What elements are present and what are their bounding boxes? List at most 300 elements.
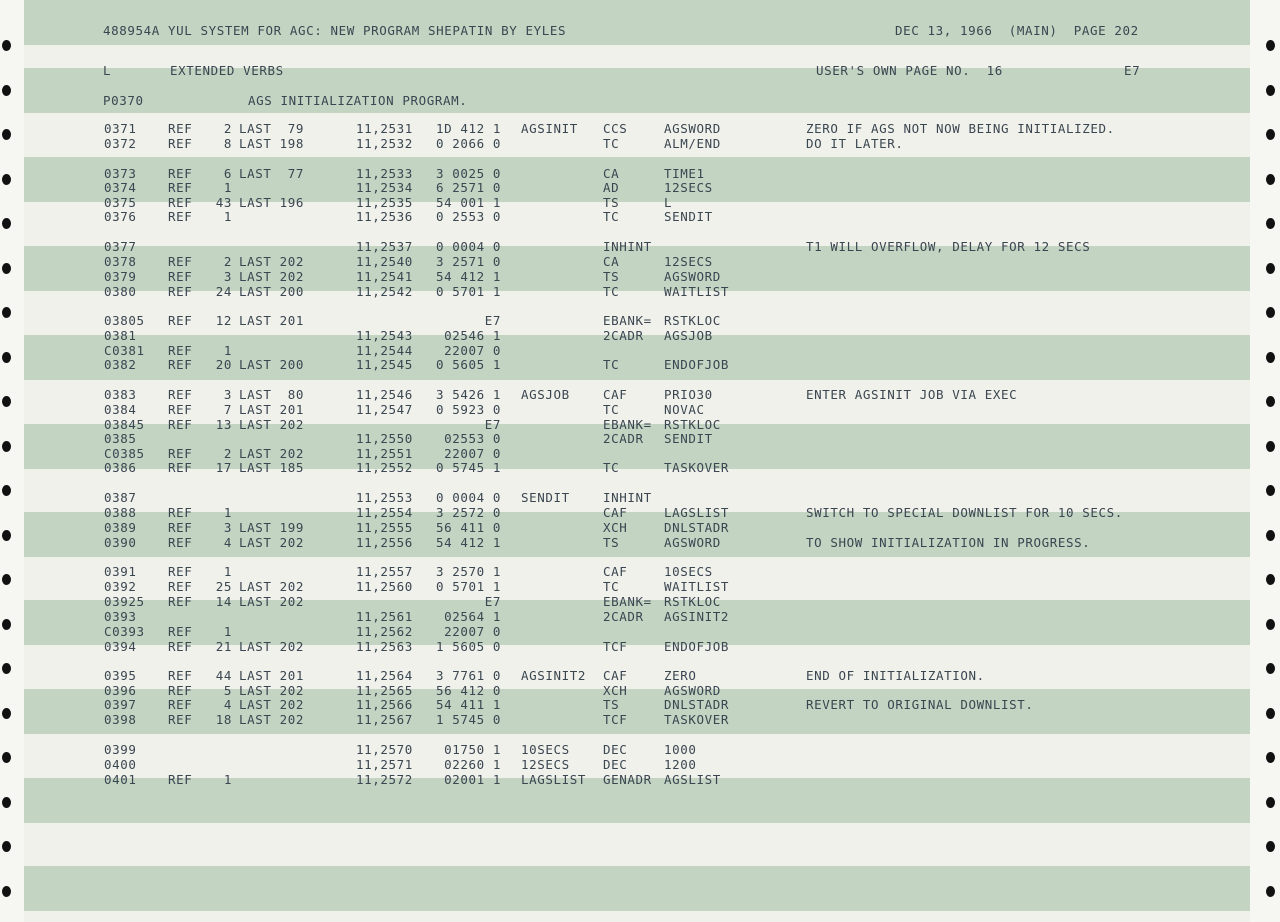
octal-word: 0 5745 1 bbox=[435, 460, 501, 475]
address: 11,2557 bbox=[356, 564, 413, 579]
line-number: 0385 bbox=[104, 431, 137, 446]
tractor-hole bbox=[1266, 752, 1275, 763]
opcode: TC bbox=[603, 209, 620, 224]
octal-word: 0 2066 0 bbox=[435, 136, 501, 151]
ref-count: 18 bbox=[215, 712, 232, 727]
right-tractor-margin bbox=[1250, 0, 1280, 922]
address: 11,2545 bbox=[356, 357, 413, 372]
operand: TASKOVER bbox=[664, 712, 730, 727]
operand: TIME1 bbox=[664, 166, 705, 181]
last-ref: LAST 198 bbox=[239, 136, 305, 151]
opcode: TC bbox=[603, 136, 620, 151]
last-ref: LAST 185 bbox=[239, 460, 305, 475]
last-ref: LAST 202 bbox=[239, 712, 305, 727]
octal-word: 54 411 1 bbox=[435, 697, 501, 712]
ref-count: 1 bbox=[223, 564, 232, 579]
line-number: 03925 bbox=[104, 594, 145, 609]
octal-word: 3 2570 1 bbox=[435, 564, 501, 579]
ref-marker: REF bbox=[168, 121, 193, 136]
line-number: 0381 bbox=[104, 328, 137, 343]
section-number: P0370 bbox=[103, 93, 144, 108]
tractor-hole bbox=[2, 708, 11, 719]
ref-marker: REF bbox=[168, 460, 193, 475]
last-ref: LAST 202 bbox=[239, 579, 305, 594]
line-number: 0386 bbox=[104, 460, 137, 475]
opcode: AD bbox=[603, 180, 620, 195]
octal-word: 02546 1 bbox=[444, 328, 501, 343]
line-number: 0401 bbox=[104, 772, 137, 787]
opcode: EBANK= bbox=[603, 313, 652, 328]
last-ref: LAST 202 bbox=[239, 254, 305, 269]
opcode: XCH bbox=[603, 683, 628, 698]
line-number: 0384 bbox=[104, 402, 137, 417]
address: 11,2536 bbox=[356, 209, 413, 224]
line-number: 0400 bbox=[104, 757, 137, 772]
ref-count: 20 bbox=[215, 357, 232, 372]
octal-word: E7 bbox=[484, 313, 501, 328]
last-ref: LAST 200 bbox=[239, 357, 305, 372]
last-ref: LAST 202 bbox=[239, 697, 305, 712]
tractor-hole bbox=[1266, 841, 1275, 852]
ref-count: 1 bbox=[223, 209, 232, 224]
line-number: 0399 bbox=[104, 742, 137, 757]
address: 11,2540 bbox=[356, 254, 413, 269]
tractor-hole bbox=[2, 485, 11, 496]
ref-count: 5 bbox=[223, 683, 232, 698]
address: 11,2563 bbox=[356, 639, 413, 654]
ref-count: 1 bbox=[223, 180, 232, 195]
opcode: TS bbox=[603, 269, 620, 284]
opcode: INHINT bbox=[603, 490, 652, 505]
address: 11,2561 bbox=[356, 609, 413, 624]
tractor-hole bbox=[1266, 530, 1275, 541]
ref-marker: REF bbox=[168, 772, 193, 787]
comment: ENTER AGSINIT JOB VIA EXEC bbox=[806, 387, 1018, 402]
tractor-hole bbox=[1266, 174, 1275, 185]
octal-word: 0 0004 0 bbox=[435, 239, 501, 254]
address: 11,2542 bbox=[356, 284, 413, 299]
ref-marker: REF bbox=[168, 624, 193, 639]
line-number: C0393 bbox=[104, 624, 145, 639]
opcode: TC bbox=[603, 357, 620, 372]
bank-code: E7 bbox=[1124, 63, 1141, 78]
operand: DNLSTADR bbox=[664, 520, 730, 535]
ref-count: 2 bbox=[223, 121, 232, 136]
address: 11,2555 bbox=[356, 520, 413, 535]
tractor-hole bbox=[1266, 797, 1275, 808]
octal-word: 3 0025 0 bbox=[435, 166, 501, 181]
ref-count: 7 bbox=[223, 402, 232, 417]
tractor-hole bbox=[1266, 40, 1275, 51]
tractor-hole bbox=[2, 574, 11, 585]
symbol-label: LAGSLIST bbox=[521, 772, 587, 787]
address: 11,2532 bbox=[356, 136, 413, 151]
tractor-hole bbox=[2, 129, 11, 140]
ref-marker: REF bbox=[168, 195, 193, 210]
comment: DO IT LATER. bbox=[806, 136, 904, 151]
operand: TASKOVER bbox=[664, 460, 730, 475]
tractor-hole bbox=[2, 841, 11, 852]
symbol-label: AGSINIT bbox=[521, 121, 578, 136]
address: 11,2554 bbox=[356, 505, 413, 520]
operand: AGSWORD bbox=[664, 535, 721, 550]
octal-word: 22007 0 bbox=[444, 446, 501, 461]
tractor-hole bbox=[1266, 396, 1275, 407]
octal-word: 0 2553 0 bbox=[435, 209, 501, 224]
opcode: 2CADR bbox=[603, 431, 644, 446]
symbol-label: SENDIT bbox=[521, 490, 570, 505]
address: 11,2535 bbox=[356, 195, 413, 210]
tractor-hole bbox=[1266, 574, 1275, 585]
tractor-hole bbox=[1266, 886, 1275, 897]
octal-word: 0 5923 0 bbox=[435, 402, 501, 417]
operand: AGSJOB bbox=[664, 328, 713, 343]
tractor-hole bbox=[2, 174, 11, 185]
last-ref: LAST 202 bbox=[239, 639, 305, 654]
address: 11,2544 bbox=[356, 343, 413, 358]
line-number: 0382 bbox=[104, 357, 137, 372]
operand: RSTKLOC bbox=[664, 594, 721, 609]
opcode: CAF bbox=[603, 505, 628, 520]
last-ref: LAST 79 bbox=[239, 121, 305, 136]
address: 11,2547 bbox=[356, 402, 413, 417]
opcode: 2CADR bbox=[603, 609, 644, 624]
address: 11,2560 bbox=[356, 579, 413, 594]
tractor-hole bbox=[1266, 441, 1275, 452]
ref-marker: REF bbox=[168, 166, 193, 181]
opcode: TS bbox=[603, 195, 620, 210]
ref-marker: REF bbox=[168, 209, 193, 224]
address: 11,2564 bbox=[356, 668, 413, 683]
ref-count: 13 bbox=[215, 417, 232, 432]
address: 11,2553 bbox=[356, 490, 413, 505]
opcode: TC bbox=[603, 579, 620, 594]
line-number: 03805 bbox=[104, 313, 145, 328]
opcode: TC bbox=[603, 460, 620, 475]
tractor-hole bbox=[2, 85, 11, 96]
ref-marker: REF bbox=[168, 446, 193, 461]
operand: RSTKLOC bbox=[664, 417, 721, 432]
octal-word: 3 2571 0 bbox=[435, 254, 501, 269]
operand: ALM/END bbox=[664, 136, 721, 151]
line-number: 0392 bbox=[104, 579, 137, 594]
opcode: DEC bbox=[603, 757, 628, 772]
tractor-hole bbox=[1266, 663, 1275, 674]
symbol-label: AGSINIT2 bbox=[521, 668, 587, 683]
last-ref: LAST 202 bbox=[239, 535, 305, 550]
opcode: TC bbox=[603, 402, 620, 417]
last-ref: LAST 201 bbox=[239, 402, 305, 417]
line-number: 0375 bbox=[104, 195, 137, 210]
opcode: 2CADR bbox=[603, 328, 644, 343]
ref-count: 6 bbox=[223, 166, 232, 181]
line-number: 0380 bbox=[104, 284, 137, 299]
comment: T1 WILL OVERFLOW, DELAY FOR 12 SECS bbox=[806, 239, 1091, 254]
operand: DNLSTADR bbox=[664, 697, 730, 712]
address: 11,2537 bbox=[356, 239, 413, 254]
ref-count: 2 bbox=[223, 254, 232, 269]
octal-word: 3 2572 0 bbox=[435, 505, 501, 520]
comment: REVERT TO ORIGINAL DOWNLIST. bbox=[806, 697, 1034, 712]
tractor-hole bbox=[1266, 307, 1275, 318]
line-number: 0395 bbox=[104, 668, 137, 683]
ref-count: 24 bbox=[215, 284, 232, 299]
ref-marker: REF bbox=[168, 579, 193, 594]
octal-word: 6 2571 0 bbox=[435, 180, 501, 195]
ref-count: 44 bbox=[215, 668, 232, 683]
octal-word: 22007 0 bbox=[444, 343, 501, 358]
tractor-hole bbox=[2, 307, 11, 318]
ref-marker: REF bbox=[168, 520, 193, 535]
octal-word: E7 bbox=[484, 417, 501, 432]
page-header-right: DEC 13, 1966 (MAIN) PAGE 202 bbox=[895, 23, 1139, 38]
opcode: XCH bbox=[603, 520, 628, 535]
line-number: 0377 bbox=[104, 239, 137, 254]
ref-marker: REF bbox=[168, 387, 193, 402]
octal-word: 1 5745 0 bbox=[435, 712, 501, 727]
ref-marker: REF bbox=[168, 639, 193, 654]
address: 11,2541 bbox=[356, 269, 413, 284]
line-number: 0393 bbox=[104, 609, 137, 624]
last-ref: LAST 201 bbox=[239, 313, 305, 328]
opcode: CCS bbox=[603, 121, 628, 136]
opcode: TCF bbox=[603, 639, 628, 654]
green-band bbox=[24, 866, 1250, 911]
line-number: 0396 bbox=[104, 683, 137, 698]
last-ref: LAST 201 bbox=[239, 668, 305, 683]
octal-word: 1 5605 0 bbox=[435, 639, 501, 654]
octal-word: 54 001 1 bbox=[435, 195, 501, 210]
line-number: 0373 bbox=[104, 166, 137, 181]
opcode: TS bbox=[603, 535, 620, 550]
octal-word: E7 bbox=[484, 594, 501, 609]
line-number: 0372 bbox=[104, 136, 137, 151]
octal-word: 54 412 1 bbox=[435, 269, 501, 284]
operand: RSTKLOC bbox=[664, 313, 721, 328]
line-number: 0378 bbox=[104, 254, 137, 269]
ref-count: 4 bbox=[223, 697, 232, 712]
ref-count: 1 bbox=[223, 343, 232, 358]
tractor-hole bbox=[1266, 485, 1275, 496]
last-ref: LAST 199 bbox=[239, 520, 305, 535]
operand: AGSINIT2 bbox=[664, 609, 730, 624]
operand: 1200 bbox=[664, 757, 697, 772]
operand: WAITLIST bbox=[664, 284, 730, 299]
ref-marker: REF bbox=[168, 284, 193, 299]
address: 11,2550 bbox=[356, 431, 413, 446]
octal-word: 1D 412 1 bbox=[435, 121, 501, 136]
symbol-label: AGSJOB bbox=[521, 387, 570, 402]
tractor-hole bbox=[2, 619, 11, 630]
tractor-hole bbox=[2, 263, 11, 274]
opcode: CAF bbox=[603, 387, 628, 402]
octal-word: 02564 1 bbox=[444, 609, 501, 624]
listing-code: L bbox=[103, 63, 112, 78]
program-title: AGS INITIALIZATION PROGRAM. bbox=[248, 93, 468, 108]
address: 11,2565 bbox=[356, 683, 413, 698]
ref-count: 3 bbox=[223, 387, 232, 402]
last-ref: LAST 77 bbox=[239, 166, 305, 181]
operand: 1000 bbox=[664, 742, 697, 757]
ref-marker: REF bbox=[168, 697, 193, 712]
ref-marker: REF bbox=[168, 357, 193, 372]
operand: 12SECS bbox=[664, 180, 713, 195]
ref-count: 25 bbox=[215, 579, 232, 594]
tractor-hole bbox=[2, 530, 11, 541]
line-number: 0390 bbox=[104, 535, 137, 550]
opcode: DEC bbox=[603, 742, 628, 757]
line-number: 0391 bbox=[104, 564, 137, 579]
opcode: CAF bbox=[603, 564, 628, 579]
ref-marker: REF bbox=[168, 254, 193, 269]
tractor-hole bbox=[2, 886, 11, 897]
line-number: 0389 bbox=[104, 520, 137, 535]
ref-count: 1 bbox=[223, 505, 232, 520]
octal-word: 56 412 0 bbox=[435, 683, 501, 698]
address: 11,2571 bbox=[356, 757, 413, 772]
octal-word: 56 411 0 bbox=[435, 520, 501, 535]
octal-word: 22007 0 bbox=[444, 624, 501, 639]
last-ref: LAST 80 bbox=[239, 387, 305, 402]
octal-word: 0 5701 1 bbox=[435, 284, 501, 299]
page-header-left: 488954A YUL SYSTEM FOR AGC: NEW PROGRAM SHEPATIN BY EYLES bbox=[103, 23, 567, 38]
ref-marker: REF bbox=[168, 313, 193, 328]
opcode: CA bbox=[603, 166, 620, 181]
ref-marker: REF bbox=[168, 535, 193, 550]
line-number: 0398 bbox=[104, 712, 137, 727]
octal-word: 54 412 1 bbox=[435, 535, 501, 550]
ref-marker: REF bbox=[168, 668, 193, 683]
ref-marker: REF bbox=[168, 343, 193, 358]
last-ref: LAST 200 bbox=[239, 284, 305, 299]
opcode: TCF bbox=[603, 712, 628, 727]
tractor-hole bbox=[2, 752, 11, 763]
line-number: 0379 bbox=[104, 269, 137, 284]
tractor-hole bbox=[2, 441, 11, 452]
octal-word: 01750 1 bbox=[444, 742, 501, 757]
ref-count: 3 bbox=[223, 520, 232, 535]
line-number: 0394 bbox=[104, 639, 137, 654]
operand: NOVAC bbox=[664, 402, 705, 417]
ref-marker: REF bbox=[168, 136, 193, 151]
operand: AGSWORD bbox=[664, 269, 721, 284]
address: 11,2543 bbox=[356, 328, 413, 343]
ref-count: 2 bbox=[223, 446, 232, 461]
octal-word: 02553 0 bbox=[444, 431, 501, 446]
operand: SENDIT bbox=[664, 209, 713, 224]
address: 11,2552 bbox=[356, 460, 413, 475]
octal-word: 0 0004 0 bbox=[435, 490, 501, 505]
section-title: EXTENDED VERBS bbox=[170, 63, 284, 78]
operand: 10SECS bbox=[664, 564, 713, 579]
ref-marker: REF bbox=[168, 683, 193, 698]
tractor-hole bbox=[1266, 129, 1275, 140]
ref-marker: REF bbox=[168, 417, 193, 432]
line-number: 0388 bbox=[104, 505, 137, 520]
line-number: 0387 bbox=[104, 490, 137, 505]
tractor-hole bbox=[1266, 708, 1275, 719]
ref-marker: REF bbox=[168, 594, 193, 609]
address: 11,2562 bbox=[356, 624, 413, 639]
ref-count: 43 bbox=[215, 195, 232, 210]
tractor-hole bbox=[2, 218, 11, 229]
ref-count: 1 bbox=[223, 624, 232, 639]
operand: ENDOFJOB bbox=[664, 639, 730, 654]
address: 11,2534 bbox=[356, 180, 413, 195]
operand: L bbox=[664, 195, 673, 210]
address: 11,2570 bbox=[356, 742, 413, 757]
ref-count: 1 bbox=[223, 772, 232, 787]
opcode: CAF bbox=[603, 668, 628, 683]
octal-word: 3 5426 1 bbox=[435, 387, 501, 402]
octal-word: 02001 1 bbox=[444, 772, 501, 787]
comment: ZERO IF AGS NOT NOW BEING INITIALIZED. bbox=[806, 121, 1115, 136]
opcode: CA bbox=[603, 254, 620, 269]
operand: ZERO bbox=[664, 668, 697, 683]
address: 11,2531 bbox=[356, 121, 413, 136]
ref-count: 14 bbox=[215, 594, 232, 609]
line-number: 0374 bbox=[104, 180, 137, 195]
octal-word: 0 5605 1 bbox=[435, 357, 501, 372]
ref-marker: REF bbox=[168, 505, 193, 520]
ref-count: 21 bbox=[215, 639, 232, 654]
ref-marker: REF bbox=[168, 180, 193, 195]
opcode: TC bbox=[603, 284, 620, 299]
tractor-hole bbox=[1266, 619, 1275, 630]
last-ref: LAST 202 bbox=[239, 446, 305, 461]
tractor-hole bbox=[2, 663, 11, 674]
operand: WAITLIST bbox=[664, 579, 730, 594]
last-ref: LAST 196 bbox=[239, 195, 305, 210]
ref-count: 8 bbox=[223, 136, 232, 151]
address: 11,2566 bbox=[356, 697, 413, 712]
tractor-hole bbox=[2, 396, 11, 407]
tractor-hole bbox=[1266, 352, 1275, 363]
symbol-label: 10SECS bbox=[521, 742, 570, 757]
operand: 12SECS bbox=[664, 254, 713, 269]
ref-marker: REF bbox=[168, 712, 193, 727]
operand: SENDIT bbox=[664, 431, 713, 446]
tractor-hole bbox=[2, 797, 11, 808]
line-number: 0371 bbox=[104, 121, 137, 136]
operand: LAGSLIST bbox=[664, 505, 730, 520]
address: 11,2551 bbox=[356, 446, 413, 461]
symbol-label: 12SECS bbox=[521, 757, 570, 772]
ref-count: 17 bbox=[215, 460, 232, 475]
last-ref: LAST 202 bbox=[239, 417, 305, 432]
ref-marker: REF bbox=[168, 269, 193, 284]
last-ref: LAST 202 bbox=[239, 683, 305, 698]
line-number: 0383 bbox=[104, 387, 137, 402]
operand: ENDOFJOB bbox=[664, 357, 730, 372]
comment: SWITCH TO SPECIAL DOWNLIST FOR 10 SECS. bbox=[806, 505, 1123, 520]
ref-marker: REF bbox=[168, 564, 193, 579]
tractor-hole bbox=[1266, 85, 1275, 96]
last-ref: LAST 202 bbox=[239, 269, 305, 284]
tractor-hole bbox=[2, 40, 11, 51]
comment: TO SHOW INITIALIZATION IN PROGRESS. bbox=[806, 535, 1091, 550]
address: 11,2533 bbox=[356, 166, 413, 181]
octal-word: 02260 1 bbox=[444, 757, 501, 772]
opcode: INHINT bbox=[603, 239, 652, 254]
octal-word: 0 5701 1 bbox=[435, 579, 501, 594]
opcode: TS bbox=[603, 697, 620, 712]
tractor-hole bbox=[1266, 218, 1275, 229]
line-number: 0397 bbox=[104, 697, 137, 712]
address: 11,2556 bbox=[356, 535, 413, 550]
ref-count: 3 bbox=[223, 269, 232, 284]
opcode: EBANK= bbox=[603, 594, 652, 609]
